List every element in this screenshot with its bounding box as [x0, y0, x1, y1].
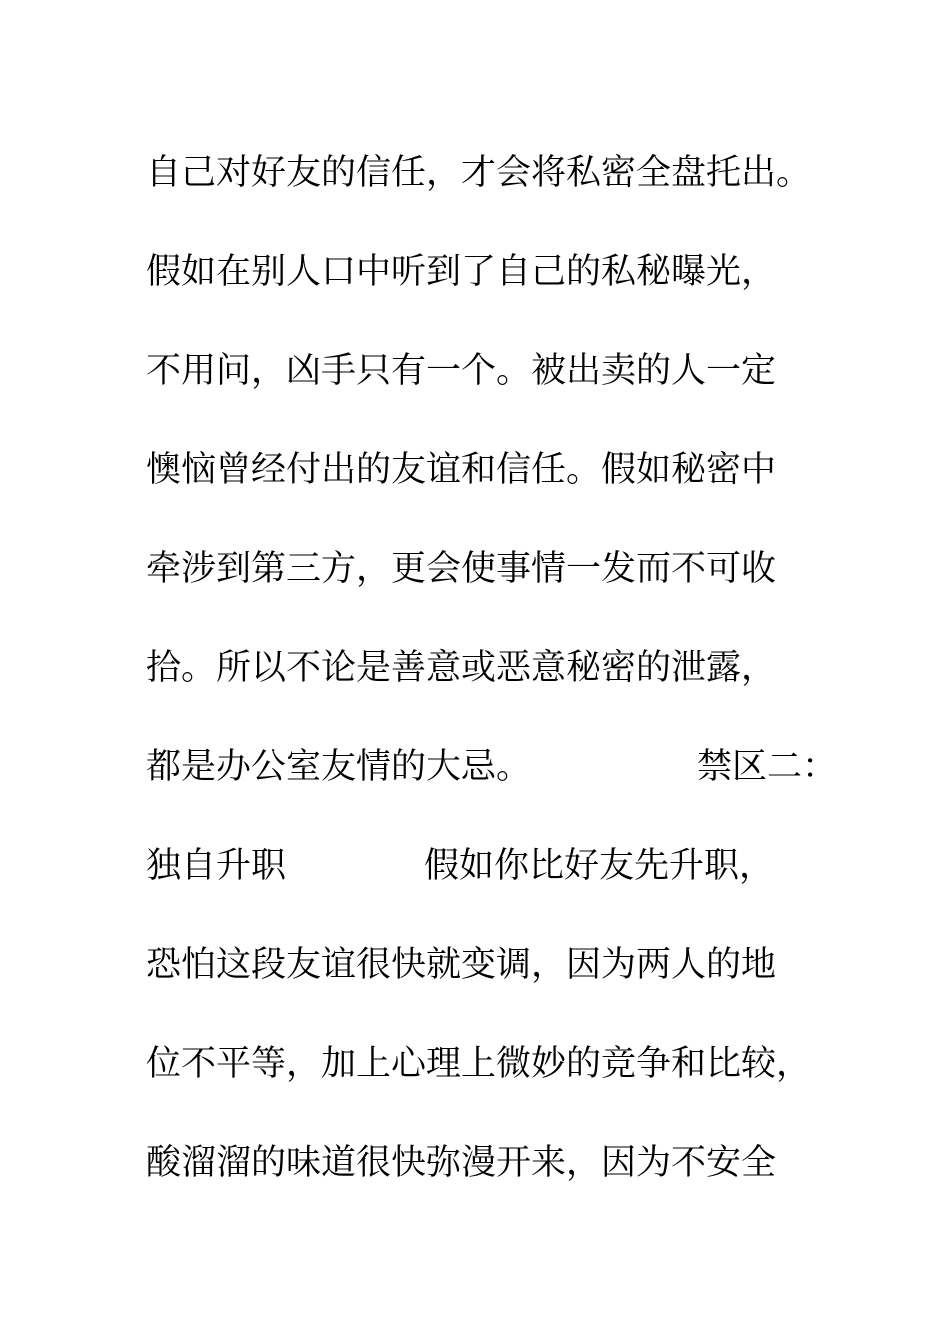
text-line-10: 位不平等，加上心理上微妙的竞争和比较， — [146, 1044, 812, 1084]
section-heading-zone-2: 禁区二： — [697, 747, 838, 787]
text-line-5: 牵涉到第三方，更会使事情一发而不可收 — [146, 549, 777, 589]
text-line-1: 自己对好友的信任，才会将私密全盘托出。 — [146, 153, 812, 193]
text-line-9: 恐怕这段友谊很快就变调，因为两人的地 — [146, 945, 777, 985]
text-line-7-part-1: 都是办公室友情的大忌。 — [146, 747, 532, 787]
section-title-solo-promotion: 独自升职 — [146, 846, 287, 886]
body-text — [146, 124, 838, 1213]
text-line-8 — [146, 817, 826, 916]
text-line-11: 酸溜溜的味道很快弥漫开来，因为不安全 — [146, 1143, 777, 1183]
text-line-3: 不用问，凶手只有一个。被出卖的人一定 — [146, 351, 777, 391]
text-line-8-part-2: 假如你比好友先升职， — [424, 846, 775, 886]
text-line-4: 懊恼曾经付出的友谊和信任。假如秘密中 — [146, 450, 777, 490]
text-line-6: 拾。所以不论是善意或恶意秘密的泄露， — [146, 648, 777, 688]
text-line-7 — [146, 718, 838, 817]
text-line-2: 假如在别人口中听到了自己的私秘曝光， — [146, 252, 777, 292]
